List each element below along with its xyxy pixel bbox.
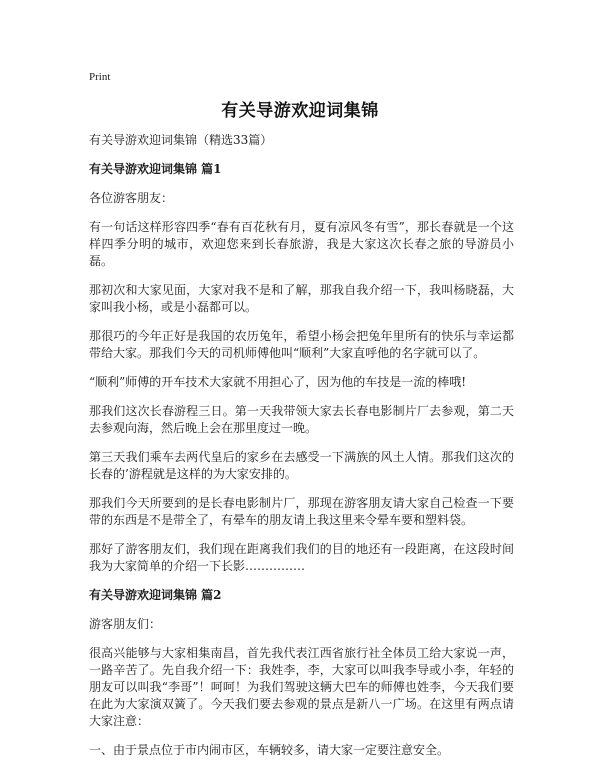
paragraph: 第三天我们乘车去两代皇后的家乡在去感受一下满族的风土人情。那我们这次的长春的’游程就是这样的为大家安排的。 xyxy=(89,450,514,481)
paragraph: 那我们今天所要到的是长春电影制片厂，那现在游客朋友请大家自己检查一下要带的东西是不是带全了，有晕车的朋友请上我这里来令晕车要和塑料袋。 xyxy=(89,496,514,527)
page-title: 有关导游欢迎词集锦 xyxy=(221,101,379,121)
section-1 xyxy=(89,161,514,575)
paragraph: 那初次和大家见面，大家对我不是和了解，那我自我介绍一下，我叫杨晓磊，大家叫我小杨，或是小磊都可以。 xyxy=(89,283,514,314)
section-heading: 有关导游欢迎词集锦 篇2 xyxy=(89,588,222,602)
paragraph: 一、由于景点位于市内闹市区，车辆较多，请大家一定要注意安全。 xyxy=(89,743,450,757)
paragraph: 很高兴能够与大家相集南昌，首先我代表江西省旅行社全体员工给大家说一声，一路辛苦了。先自我介绍一下：我姓李，李，大家可以叫我李导或小李，年轻的朋友可以叫我“李哥”！呵呵！为我们驾驶这辆大巴车的师傅也姓李，今天我们要在此为大家演双簧了。今天我们要去参观的景点是新八一广场。在这里有两点请大家注意： xyxy=(89,646,514,728)
document-body xyxy=(89,132,514,771)
paragraph: “顺利”师傅的开车技术大家就不用担心了，因为他的车技是一流的棒哦! xyxy=(89,375,467,389)
section-heading: 有关导游欢迎词集锦 篇1 xyxy=(89,162,222,176)
paragraph: 游客朋友们： xyxy=(89,617,162,631)
document-subtitle: 有关导游欢迎词集锦（精选33篇） xyxy=(89,133,273,147)
paragraph: 有一句话这样形容四季“春有百花秋有月，夏有凉风冬有雪”，那长春就是一个这样四季分明的城市，欢迎您来到长春旅游，我是大家这次长春之旅的导游员小磊。 xyxy=(89,220,514,268)
paragraph: 那我们这次长春游程三日。第一天我带领大家去长春电影制片厂去参观，第二天去参观向海，然后晚上会在那里度过一晚。 xyxy=(89,404,514,435)
paragraph: 那很巧的今年正好是我国的农历兔年，希望小杨会把兔年里所有的快乐与幸运都带给大家。那我们今天的司机师傅他叫“顺利”大家直呼他的名字就可以了。 xyxy=(89,329,514,360)
paragraph: 那好了游客朋友们，我们现在距离我们我们的目的地还有一段距离，在这段时间我为大家简单的介绍一下长影…………… xyxy=(89,542,514,573)
paragraph: 各位游客朋友： xyxy=(89,191,174,205)
print-link[interactable]: Print xyxy=(89,71,111,83)
section-2 xyxy=(89,587,514,759)
